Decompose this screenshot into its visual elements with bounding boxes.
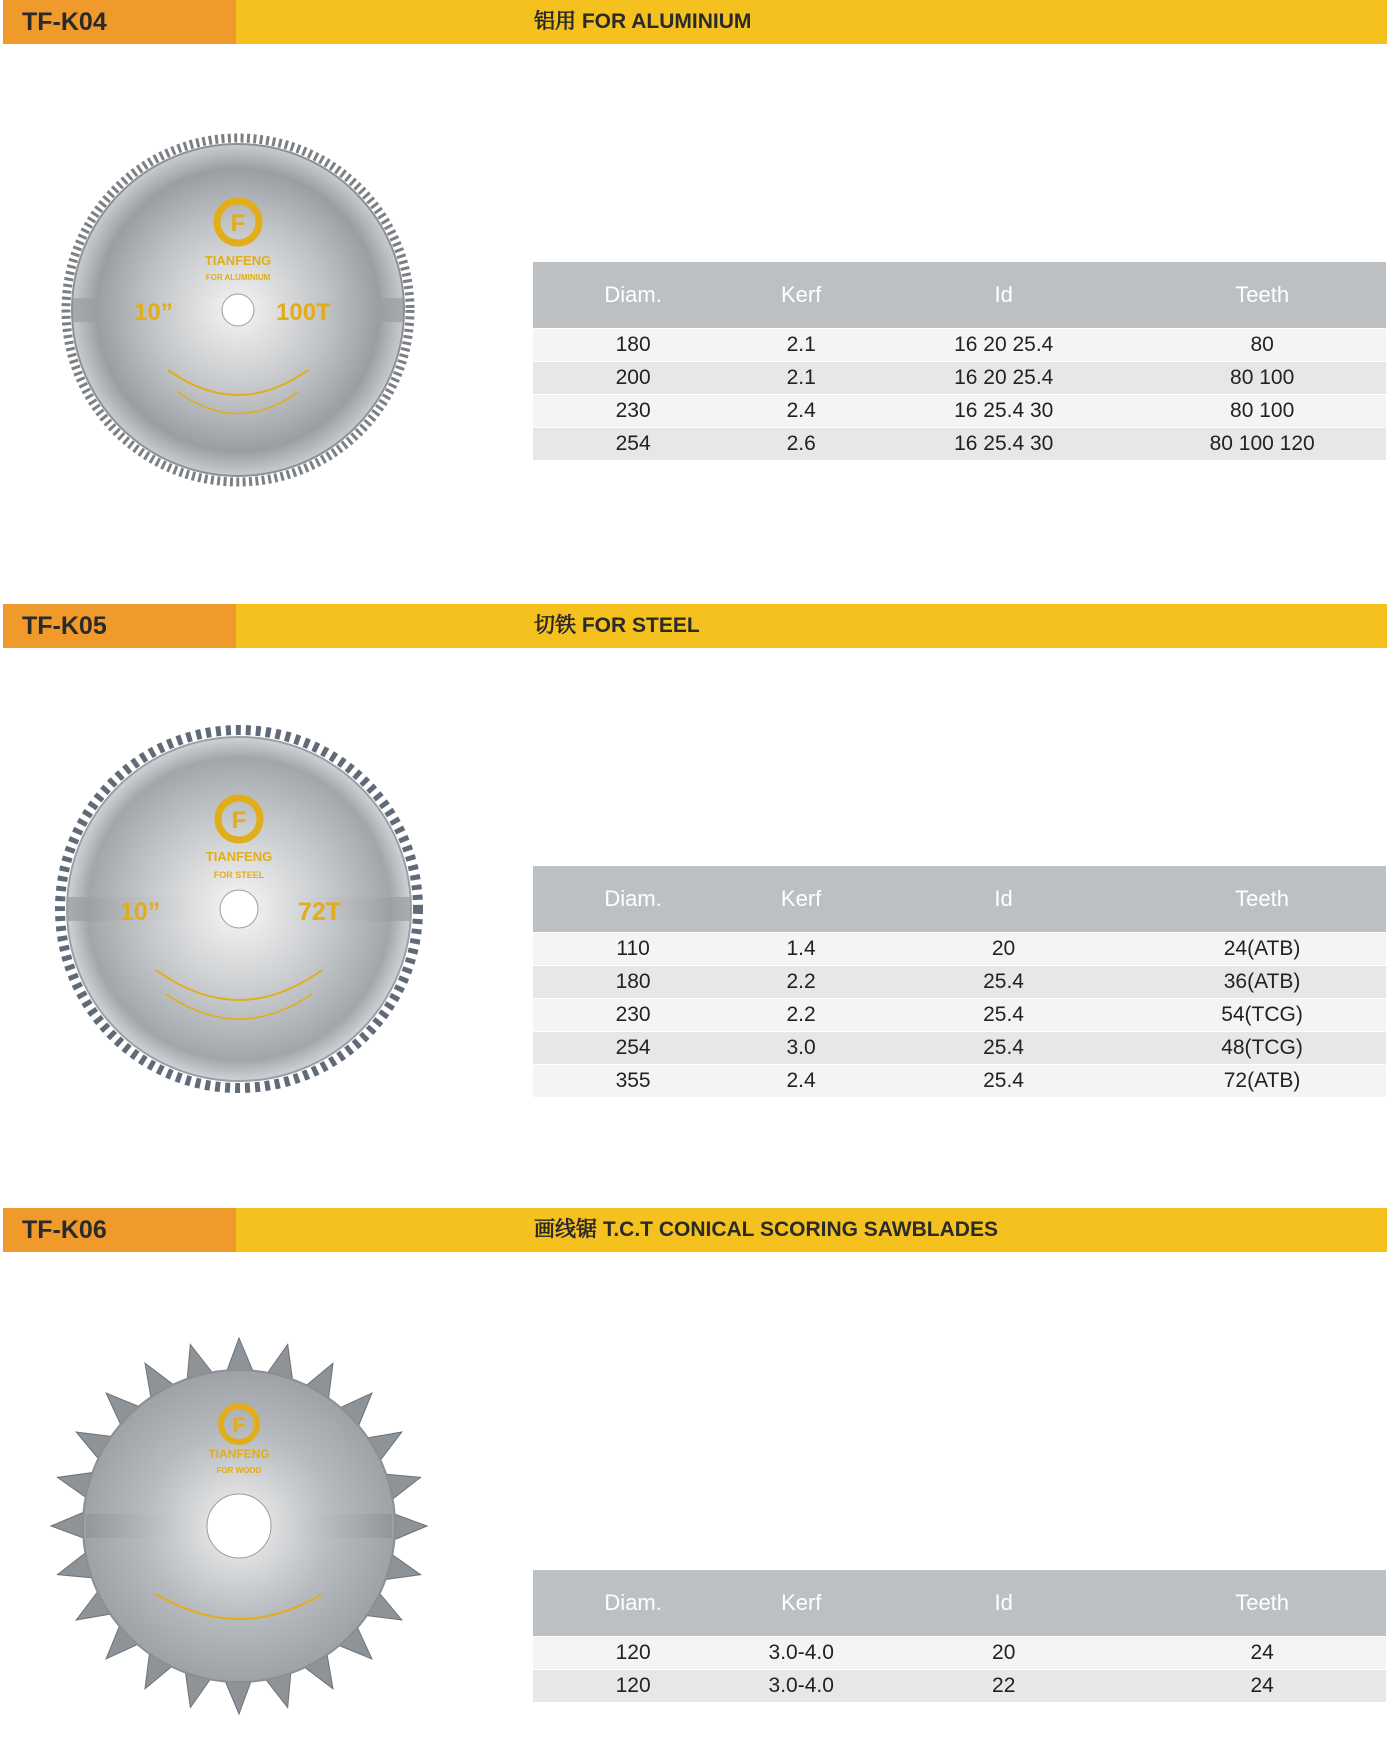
table-row bbox=[533, 1065, 1386, 1098]
cell-diam: 120 bbox=[533, 1637, 733, 1670]
cell-id: 16 25.4 30 bbox=[869, 428, 1138, 461]
table-row bbox=[533, 362, 1386, 395]
cell-teeth: 36(ATB) bbox=[1138, 966, 1386, 999]
blade-teeth: 100T bbox=[276, 299, 331, 326]
section-header-bar bbox=[3, 1208, 1387, 1252]
cell-teeth: 80 100 bbox=[1138, 362, 1386, 395]
table-row bbox=[533, 395, 1386, 428]
cell-kerf: 2.1 bbox=[733, 329, 869, 362]
column-header-id: Id bbox=[869, 262, 1138, 329]
spec-table bbox=[533, 1570, 1386, 1703]
table-row bbox=[533, 428, 1386, 461]
cell-kerf: 3.0-4.0 bbox=[733, 1670, 869, 1703]
table-header-row bbox=[533, 1570, 1386, 1637]
product-code: TF-K06 bbox=[3, 1208, 236, 1252]
blade-use: FOR ALUMINIUM bbox=[205, 273, 271, 282]
cell-kerf: 2.6 bbox=[733, 428, 869, 461]
scoring-saw-blade-icon bbox=[46, 1326, 432, 1724]
cell-teeth: 80 100 120 bbox=[1138, 428, 1386, 461]
cell-teeth: 24 bbox=[1138, 1637, 1386, 1670]
product-code: TF-K05 bbox=[3, 604, 236, 648]
cell-id: 22 bbox=[869, 1670, 1138, 1703]
cell-teeth: 80 100 bbox=[1138, 395, 1386, 428]
table-header-row bbox=[533, 866, 1386, 933]
column-header-diam: Diam. bbox=[533, 262, 733, 329]
blade-brand: TIANFENG bbox=[204, 253, 272, 268]
column-header-kerf: Kerf bbox=[733, 262, 869, 329]
cell-id: 20 bbox=[869, 933, 1138, 966]
cell-diam: 254 bbox=[533, 1032, 733, 1065]
cell-diam: 230 bbox=[533, 395, 733, 428]
product-title: 画线锯 T.C.T CONICAL SCORING SAWBLADES bbox=[534, 1218, 998, 1241]
table-header-row bbox=[533, 262, 1386, 329]
blade-brand: TIANFENG bbox=[205, 849, 273, 864]
cell-diam: 180 bbox=[533, 966, 733, 999]
table-row bbox=[533, 1637, 1386, 1670]
svg-text:F: F bbox=[232, 1414, 246, 1437]
cell-teeth: 48(TCG) bbox=[1138, 1032, 1386, 1065]
cell-teeth: 80 bbox=[1138, 329, 1386, 362]
svg-text:F: F bbox=[231, 807, 247, 834]
cell-id: 25.4 bbox=[869, 999, 1138, 1032]
svg-text:F: F bbox=[230, 210, 246, 237]
cell-kerf: 3.0-4.0 bbox=[733, 1637, 869, 1670]
section-header-bar bbox=[3, 0, 1387, 44]
cell-kerf: 2.1 bbox=[733, 362, 869, 395]
cell-id: 16 20 25.4 bbox=[869, 329, 1138, 362]
column-header-teeth: Teeth bbox=[1138, 866, 1386, 933]
spec-table bbox=[533, 866, 1386, 1098]
cell-id: 20 bbox=[869, 1637, 1138, 1670]
cell-diam: 120 bbox=[533, 1670, 733, 1703]
product-title: 切铁 FOR STEEL bbox=[534, 614, 700, 637]
cell-diam: 254 bbox=[533, 428, 733, 461]
table-row bbox=[533, 1032, 1386, 1065]
cell-diam: 200 bbox=[533, 362, 733, 395]
product-title: 铝用 FOR ALUMINIUM bbox=[534, 10, 752, 33]
saw-blade-steel-icon bbox=[52, 722, 426, 1096]
cell-diam: 230 bbox=[533, 999, 733, 1032]
table-row bbox=[533, 999, 1386, 1032]
column-header-teeth: Teeth bbox=[1138, 1570, 1386, 1637]
table-row bbox=[533, 1670, 1386, 1703]
blade-brand: TIANFENG bbox=[208, 1447, 270, 1461]
cell-teeth: 24(ATB) bbox=[1138, 933, 1386, 966]
cell-kerf: 2.4 bbox=[733, 1065, 869, 1098]
column-header-kerf: Kerf bbox=[733, 1570, 869, 1637]
cell-id: 25.4 bbox=[869, 1065, 1138, 1098]
cell-id: 16 25.4 30 bbox=[869, 395, 1138, 428]
cell-kerf: 2.4 bbox=[733, 395, 869, 428]
cell-id: 25.4 bbox=[869, 1032, 1138, 1065]
cell-kerf: 1.4 bbox=[733, 933, 869, 966]
blade-size: 10” bbox=[120, 898, 161, 926]
cell-kerf: 3.0 bbox=[733, 1032, 869, 1065]
cell-teeth: 54(TCG) bbox=[1138, 999, 1386, 1032]
blade-use: FOR STEEL bbox=[213, 870, 265, 880]
cell-id: 16 20 25.4 bbox=[869, 362, 1138, 395]
table-row bbox=[533, 329, 1386, 362]
cell-diam: 180 bbox=[533, 329, 733, 362]
column-header-diam: Diam. bbox=[533, 866, 733, 933]
column-header-id: Id bbox=[869, 1570, 1138, 1637]
column-header-id: Id bbox=[869, 866, 1138, 933]
cell-teeth: 72(ATB) bbox=[1138, 1065, 1386, 1098]
column-header-diam: Diam. bbox=[533, 1570, 733, 1637]
saw-blade-aluminium-icon bbox=[58, 130, 418, 490]
spec-table bbox=[533, 262, 1386, 461]
column-header-kerf: Kerf bbox=[733, 866, 869, 933]
table-row bbox=[533, 966, 1386, 999]
cell-kerf: 2.2 bbox=[733, 966, 869, 999]
cell-id: 25.4 bbox=[869, 966, 1138, 999]
cell-diam: 355 bbox=[533, 1065, 733, 1098]
cell-diam: 110 bbox=[533, 933, 733, 966]
column-header-teeth: Teeth bbox=[1138, 262, 1386, 329]
cell-kerf: 2.2 bbox=[733, 999, 869, 1032]
blade-teeth: 72T bbox=[298, 898, 342, 926]
blade-size: 10” bbox=[134, 299, 173, 326]
table-row bbox=[533, 933, 1386, 966]
cell-teeth: 24 bbox=[1138, 1670, 1386, 1703]
blade-use: FOR WOOD bbox=[216, 1466, 262, 1475]
product-code: TF-K04 bbox=[3, 0, 236, 44]
section-header-bar bbox=[3, 604, 1387, 648]
